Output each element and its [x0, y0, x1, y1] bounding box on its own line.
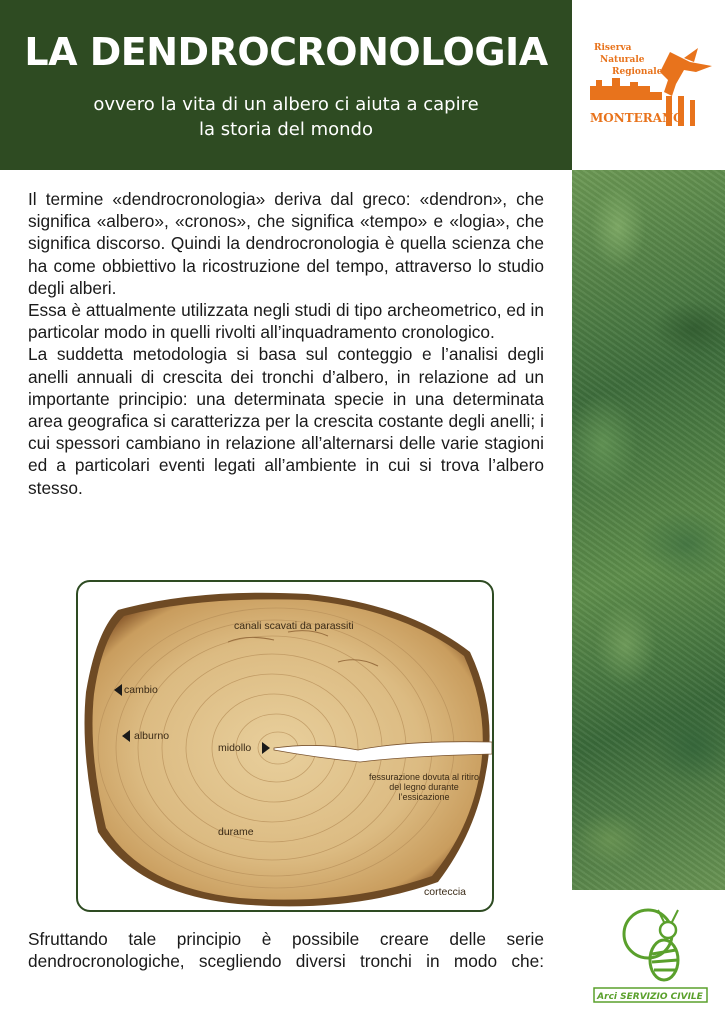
body-text [28, 188, 544, 499]
bee-logo-icon [588, 900, 713, 1010]
cambio-arrow-icon [114, 684, 122, 696]
logo-name: MONTERANO [590, 111, 684, 125]
arci-servizio-civile-logo [588, 900, 713, 1010]
alburno-arrow-icon [122, 730, 130, 742]
monterano-logo-graphic [572, 0, 725, 170]
label-corteccia: corteccia [424, 886, 467, 898]
label-canali: canali scavati da parassiti [234, 620, 354, 632]
paragraph-2: Essa è attualmente utilizzata negli studi di tipo archeometrico, ed in particolar modo in quelli rivolti all’inquadramento cronologico. [28, 300, 544, 343]
logo-text-line-3: Regionale [612, 67, 663, 77]
header-banner [0, 0, 572, 170]
label-durame: durame [218, 826, 254, 838]
page-subtitle [60, 92, 512, 142]
label-fessurazione: fessurazione dovuta al ritiro del legno durante l’essicazione [368, 772, 480, 802]
subtitle-line-2: la storia del mondo [199, 119, 373, 140]
paragraph-3: La suddetta metodologia si basa sul conteggio e l’analisi degli anelli annuali di crescita dei tronchi d’albero, in relazione ad un importante principio: una determinata specie in una determinata area geografica si caratterizza per la crescita costante degli anelli; i cui spessori cambiano in relazione all’alternarsi delle varie stagioni ed a particolari eventi legati all’ambiente in cui si trova l’albero stesso. [28, 344, 544, 498]
footer-logo-text: Arci SERVIZIO CIVILE [597, 992, 703, 1002]
tree-cross-section-figure [76, 580, 494, 912]
label-alburno: alburno [134, 730, 170, 742]
footer-paragraph: Sfruttando tale principio è possibile creare delle serie dendrocronologiche, scegliendo diversi tronchi in modo che: [28, 929, 544, 972]
paragraph-1: Il termine «dendrocronologia» deriva dal greco: «dendron», che significa «albero», «cronos», che significa «tempo» e «logia», che significa discorso. Quindi la dendrocronologia è quella scienza che ha come obbiettivo la ricostruzione del tempo, attraverso lo studio degli alberi. [28, 189, 544, 298]
subtitle-line-1: ovvero la vita di un albero ci aiuta a capire [93, 94, 479, 115]
page-title: LA DENDROCRONOLOGIA [24, 30, 548, 74]
logo-text-line-2: Naturale [600, 55, 645, 65]
monterano-logo [572, 0, 725, 170]
label-midollo: midollo [218, 742, 252, 754]
midollo-arrow-icon [262, 742, 270, 754]
decorative-leaf-strip [572, 170, 725, 890]
logo-text-line-1: Riserva [594, 43, 632, 53]
label-cambio: cambio [124, 684, 158, 696]
